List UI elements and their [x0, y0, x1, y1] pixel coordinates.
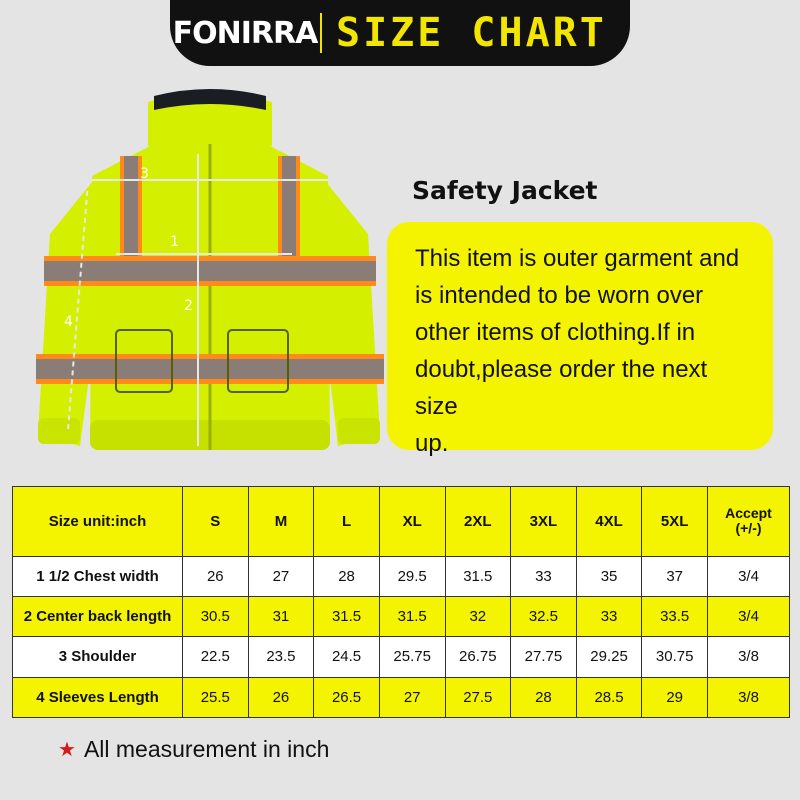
table-cell: 29.5	[379, 556, 445, 596]
lower-band	[36, 359, 384, 379]
jacket-illustration	[30, 84, 390, 474]
size-table	[12, 486, 790, 718]
measure-label-2: 2	[184, 298, 193, 314]
table-cell: 26.75	[445, 637, 511, 677]
table-row	[13, 556, 790, 596]
row-label: 2 Center back length	[13, 596, 183, 636]
table-cell: 27.75	[511, 637, 577, 677]
measure-label-1: 1	[170, 234, 179, 250]
note-box	[387, 222, 773, 457]
table-cell-accept: 3/4	[708, 556, 790, 596]
footnote	[58, 736, 329, 763]
table-cell-accept: 3/8	[708, 677, 790, 717]
star-icon: ★	[58, 739, 76, 761]
row-label: 3 Shoulder	[13, 637, 183, 677]
table-cell: 27	[248, 556, 314, 596]
header-cell: M	[248, 487, 314, 557]
table-cell: 33	[511, 556, 577, 596]
jacket-image	[30, 84, 390, 474]
table-row	[13, 637, 790, 677]
table-cell: 27	[379, 677, 445, 717]
header-cell: Size unit:inch	[13, 487, 183, 557]
chest-band	[44, 261, 376, 281]
table-cell: 28	[314, 556, 380, 596]
table-cell: 28.5	[576, 677, 642, 717]
header-cell: 4XL	[576, 487, 642, 557]
table-cell: 35	[576, 556, 642, 596]
header-cell: 5XL	[642, 487, 708, 557]
row-label: 4 Sleeves Length	[13, 677, 183, 717]
table-cell: 29.25	[576, 637, 642, 677]
note-line: other items of clothing.If in	[415, 319, 696, 346]
table-cell: 22.5	[183, 637, 249, 677]
product-title: Safety Jacket	[412, 176, 598, 205]
accept-tolerance-label: (+/-)	[735, 520, 762, 537]
header-cell-accept	[708, 487, 790, 557]
table-cell: 33.5	[642, 596, 708, 636]
table-cell: 32.5	[511, 596, 577, 636]
table-cell: 30.5	[183, 596, 249, 636]
header-cell: L	[314, 487, 380, 557]
header-cell: 3XL	[511, 487, 577, 557]
accept-label: Accept	[725, 505, 772, 522]
header-banner	[170, 0, 630, 66]
page-title: SIZE CHART	[336, 10, 607, 56]
table-cell: 25.75	[379, 637, 445, 677]
table-cell: 31.5	[379, 596, 445, 636]
left-strap	[124, 156, 138, 266]
table-cell: 33	[576, 596, 642, 636]
right-cuff	[338, 418, 380, 444]
left-cuff	[38, 418, 80, 444]
note-line: This item is outer garment and	[415, 245, 740, 272]
table-row	[13, 677, 790, 717]
note-line: is intended to be worn over	[415, 282, 704, 309]
table-cell: 23.5	[248, 637, 314, 677]
table-cell: 25.5	[183, 677, 249, 717]
note-line: doubt,please order the next size	[415, 356, 708, 420]
table-cell: 26.5	[314, 677, 380, 717]
table-cell: 31.5	[314, 596, 380, 636]
table-row	[13, 596, 790, 636]
header-cell: S	[183, 487, 249, 557]
note-line: up.	[415, 430, 449, 457]
table-cell: 37	[642, 556, 708, 596]
row-label: 1 1/2 Chest width	[13, 556, 183, 596]
table-cell: 30.75	[642, 637, 708, 677]
header-cell: XL	[379, 487, 445, 557]
table-cell: 31	[248, 596, 314, 636]
table-cell: 26	[248, 677, 314, 717]
right-strap	[282, 156, 296, 266]
table-cell: 24.5	[314, 637, 380, 677]
table-cell: 31.5	[445, 556, 511, 596]
header-cell: 2XL	[445, 487, 511, 557]
table-cell-accept: 3/4	[708, 596, 790, 636]
table-cell: 28	[511, 677, 577, 717]
table-header-row	[13, 487, 790, 557]
table-cell: 32	[445, 596, 511, 636]
table-cell: 29	[642, 677, 708, 717]
table-cell-accept: 3/8	[708, 637, 790, 677]
table-cell: 27.5	[445, 677, 511, 717]
table-cell: 26	[183, 556, 249, 596]
brand-logo: FONIRRA	[172, 15, 318, 51]
measure-label-3: 3	[140, 166, 149, 182]
measure-label-4: 4	[64, 314, 73, 330]
footnote-text: All measurement in inch	[83, 736, 330, 762]
banner-divider	[320, 13, 322, 53]
